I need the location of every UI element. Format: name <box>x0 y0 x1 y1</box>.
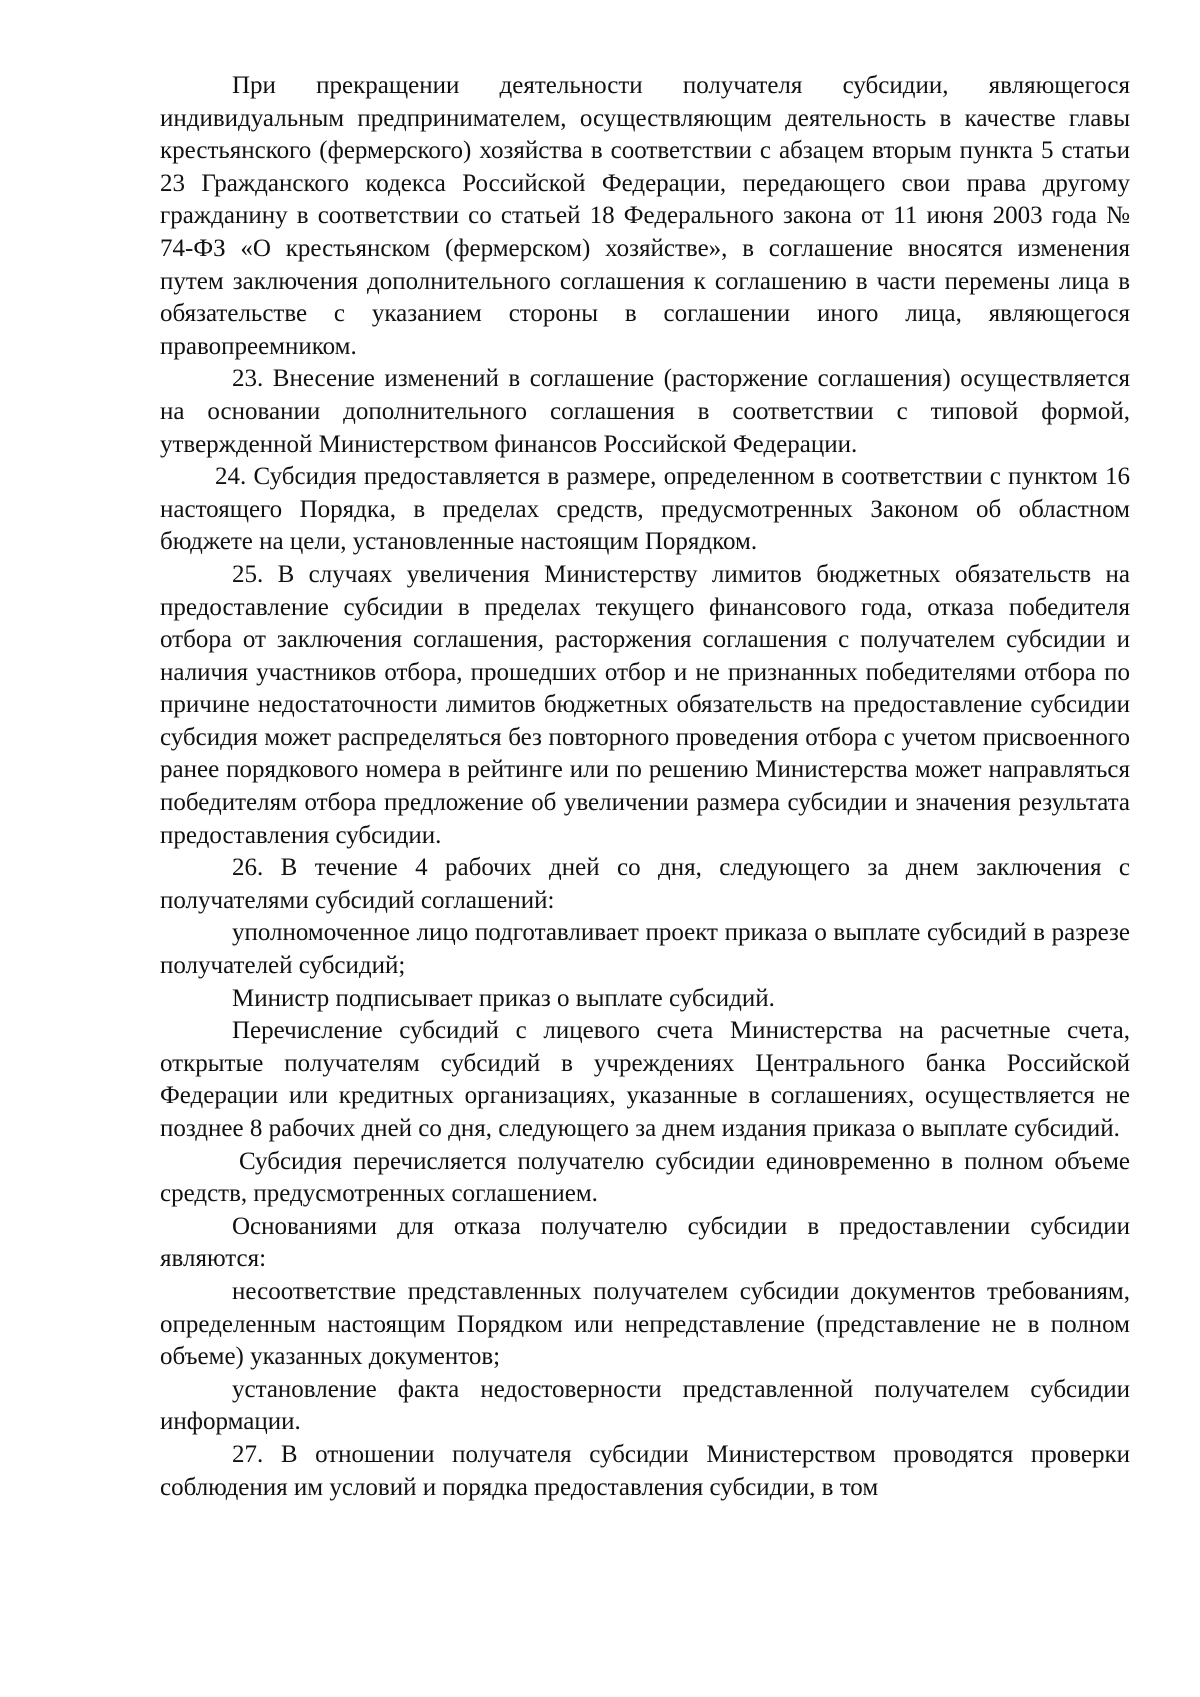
paragraph-document-mismatch: несоответствие представленных получателем субсидии документов требованиям, определенным настоящим Порядком или непредставление (представление не в полном объеме) указанных документов; <box>160 1277 1130 1371</box>
paragraph-lump-sum-transfer: Субсидия перечисляется получателю субсидии единовременно в полном объеме средств, предусмотренных соглашением. <box>160 1147 1130 1208</box>
paragraph-26-payment-terms: 26. В течение 4 рабочих дней со дня, следующего за днем заключения с получателями субсидий соглашений: <box>160 854 1130 914</box>
paragraph-23-amendments: 23. Внесение изменений в соглашение (расторжение соглашения) осуществляется на основании дополнительного соглашения в соответствии с типовой формой, утвержденной Министерством финансов Российской Федерации. <box>160 365 1130 458</box>
paragraph-27-inspections: 27. В отношении получателя субсидии Министерством проводятся проверки соблюдения им условий и порядка предоставления субсидии, в том <box>160 1440 1130 1501</box>
paragraph-false-information: установление факта недостоверности представленной получателем субсидии информации. <box>160 1375 1130 1436</box>
paragraph-24-subsidy-amount: 24. Субсидия предоставляется в размере, определенном в соответствии с пунктом 16 настоящего Порядка, в пределах средств, предусмотренных Законом об областном бюджете на цели, установленные настоящим Порядком. <box>160 463 1130 556</box>
paragraph-termination-of-activity: При прекращении деятельности получателя субсидии, являющегося индивидуальным предпринимателем, осуществляющим деятельность в качестве главы крестьянского (фермерского) хозяйства в соответствии с абзацем вторым пункта 5 статьи 23 Гражданского кодекса Российской Федерации, передающего свои права другому гражданину в соответствии со статьей 18 Федерального закона от 11 июня 2003 года № 74-ФЗ «О крестьянском (фермерском) хозяйстве», в соглашение вносятся изменения путем заключения дополнительного соглашения к соглашению в части перемены лица в обязательстве с указанием стороны в соглашении иного лица, являющегося правопреемником. <box>160 72 1130 360</box>
paragraph-authorized-person: уполномоченное лицо подготавливает проект приказа о выплате субсидий в разрезе получателей субсидий; <box>160 919 1130 980</box>
paragraph-minister-signs: Министр подписывает приказ о выплате субсидий. <box>232 984 775 1012</box>
document-page <box>160 70 1130 1504</box>
paragraph-25-limit-increase: 25. В случаях увеличения Министерству лимитов бюджетных обязательств на предоставление субсидии в пределах текущего финансового года, отказа победителя отбора от заключения соглашения, расторжения соглашения с получателем субсидии и наличия участников отбора, прошедших отбор и не признанных победителями отбора по причине недостаточности лимитов бюджетных обязательств на предоставление субсидии субсидия может распределяться без повторного проведения отбора с учетом присвоенного ранее порядкового номера в рейтинге или по решению Министерства может направляться победителям отбора предложение об увеличении размера субсидии и значения результата предоставления субсидии. <box>160 560 1130 849</box>
paragraph-transfer-of-subsidies: Перечисление субсидий с лицевого счета Министерства на расчетные счета, открытые получателям субсидий в учреждениях Центрального банка Российской Федерации или кредитных организациях, указанные в соглашениях, осуществляется не позднее 8 рабочих дней со дня, следующего за днем издания приказа о выплате субсидий. <box>160 1017 1130 1142</box>
paragraph-refusal-grounds: Основаниями для отказа получателю субсидии в предоставлении субсидии являются: <box>160 1212 1130 1273</box>
